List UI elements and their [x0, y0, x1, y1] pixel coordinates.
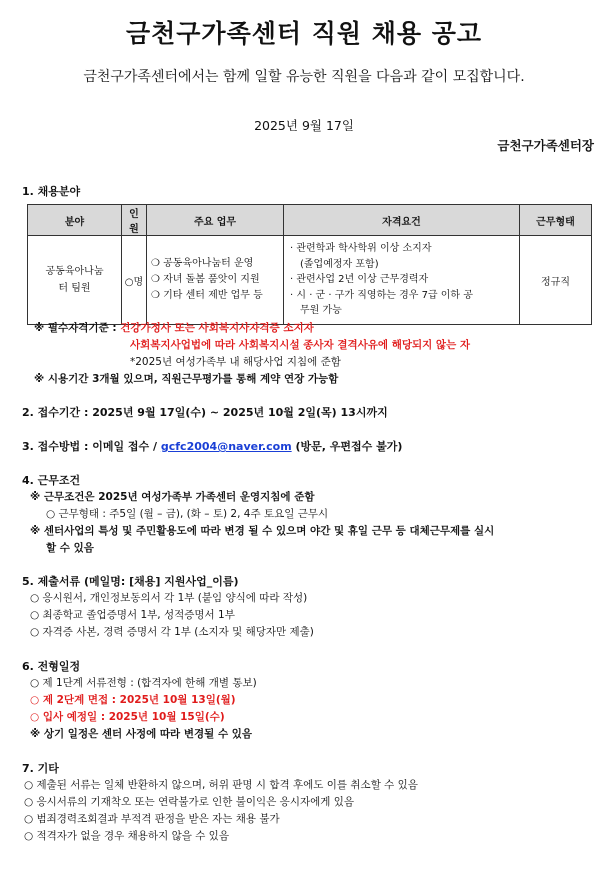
cell-quals [284, 236, 520, 325]
page-title: 금천구가족센터 직원 채용 공고 [125, 19, 483, 48]
doc-item: ○ 최종학교 졸업증명서 1부, 성적증명서 1부 [30, 609, 235, 621]
duty-item: ❍ 기타 센터 제반 업무 등 [151, 290, 263, 301]
misc-item: ○ 범죄경력조회결과 부적격 판정을 받은 자는 채용 불가 [24, 813, 280, 825]
qual-item: · 시 · 군 · 구가 직영하는 경우 7급 이하 공 [290, 289, 473, 301]
th-field: 분야 [28, 205, 122, 236]
section-3-method [22, 438, 402, 454]
schedule-step-1: ○ 제 1단계 서류전형 : (합격자에 한해 개별 통보) [30, 677, 257, 689]
misc-item: ○ 응시서류의 기재착오 또는 연락불가로 인한 불이익은 응시자에게 있음 [24, 796, 355, 808]
misc-item: ○ 제출된 서류는 일체 반환하지 않으며, 허위 판명 시 합격 후에도 이를 취소할 수 있음 [24, 779, 418, 791]
cell-type: 정규직 [520, 236, 592, 325]
work-change-note: ※ 센터사업의 특성 및 주민활용도에 따라 변경 될 수 있으며 야간 및 휴일 근무 등 대체근무제를 실시 [30, 525, 495, 537]
section-2-period: 2. 접수기간 : 2025년 9월 17일(수) ~ 2025년 10월 2일(목) 13시까지 [22, 406, 388, 419]
method-suffix: (방문, 우편접수 불가) [291, 440, 403, 453]
notice-date: 2025년 9월 17일 [254, 118, 354, 133]
required-qual-1: 건강가정사 또는 사회복지사자격증 소지자 [120, 322, 314, 334]
duty-item: ❍ 공동육아나눔터 운영 [151, 258, 254, 269]
required-qual-2: 사회복지사업법에 따라 사회복지시설 종사자 결격사유에 해당되지 않는 자 [130, 339, 471, 351]
required-qual-note [34, 320, 314, 335]
method-prefix: 3. 접수방법 : 이메일 접수 / [22, 440, 161, 453]
qual-item: · 관련학과 학사학위 이상 소지자 [290, 243, 432, 255]
cell-count: ○명 [122, 236, 147, 325]
doc-item: ○ 자격증 사본, 경력 증명서 각 1부 (소지자 및 해당자만 제출) [30, 626, 314, 638]
probation-note: ※ 시용기간 3개월 있으며, 직원근무평가를 통해 계약 연장 가능함 [34, 373, 339, 385]
th-type: 근무형태 [520, 205, 592, 236]
required-qual-sub: *2025년 여성가족부 내 해당사업 지침에 준함 [130, 356, 341, 368]
section-1-heading: 1. 채용분야 [22, 185, 81, 198]
required-qual-label: ※ 필수자격기준 : [34, 322, 121, 334]
schedule-note: ※ 상기 일정은 센터 사정에 따라 변경될 수 있음 [30, 728, 253, 740]
intro-text: 금천구가족센터에서는 함께 일할 유능한 직원을 다음과 같이 모집합니다. [83, 69, 525, 85]
th-duties: 주요 업무 [147, 205, 284, 236]
email-link[interactable]: gcfc2004@naver.com [160, 440, 292, 453]
signature: 금천구가족센터장 [497, 138, 594, 153]
qual-item: 무원 가능 [300, 305, 342, 317]
cell-duties [147, 236, 284, 325]
duty-item: ❍ 자녀 돌봄 품앗이 지원 [151, 274, 260, 285]
table-header-row [28, 205, 592, 236]
th-quals: 자격요건 [284, 205, 520, 236]
qual-item: · 관련사업 2년 이상 근무경력자 [290, 274, 429, 286]
misc-item: ○ 적격자가 없을 경우 채용하지 않을 수 있음 [24, 830, 229, 842]
schedule-start-date: ○ 입사 예정일 : 2025년 10월 15일(수) [30, 711, 225, 723]
work-cond-note: ※ 근무조건은 2025년 여성가족부 가족센터 운영지침에 준함 [30, 491, 315, 503]
section-5-heading: 5. 제출서류 (메일명: [채용] 지원사업_이름) [22, 575, 239, 588]
work-type-line: ○ 근무형태 : 주5일 (월 – 금), (화 – 토) 2, 4주 토요일 근무시 [46, 508, 329, 520]
recruit-table [27, 204, 592, 325]
section-7-heading: 7. 기타 [22, 762, 59, 775]
work-change-note-cont: 할 수 있음 [46, 542, 94, 554]
doc-item: ○ 응시원서, 개인정보동의서 각 1부 (붙임 양식에 따라 작성) [30, 592, 308, 604]
schedule-step-2: ○ 제 2단계 면접 : 2025년 10월 13일(월) [30, 694, 236, 706]
section-4-heading: 4. 근무조건 [22, 474, 81, 487]
cell-field: 공동육아나눔터 팀원 [28, 236, 122, 325]
table-row [28, 236, 592, 325]
section-6-heading: 6. 전형일정 [22, 660, 81, 673]
th-count: 인원 [122, 205, 147, 236]
qual-item: (졸업예정자 포함) [300, 258, 379, 270]
